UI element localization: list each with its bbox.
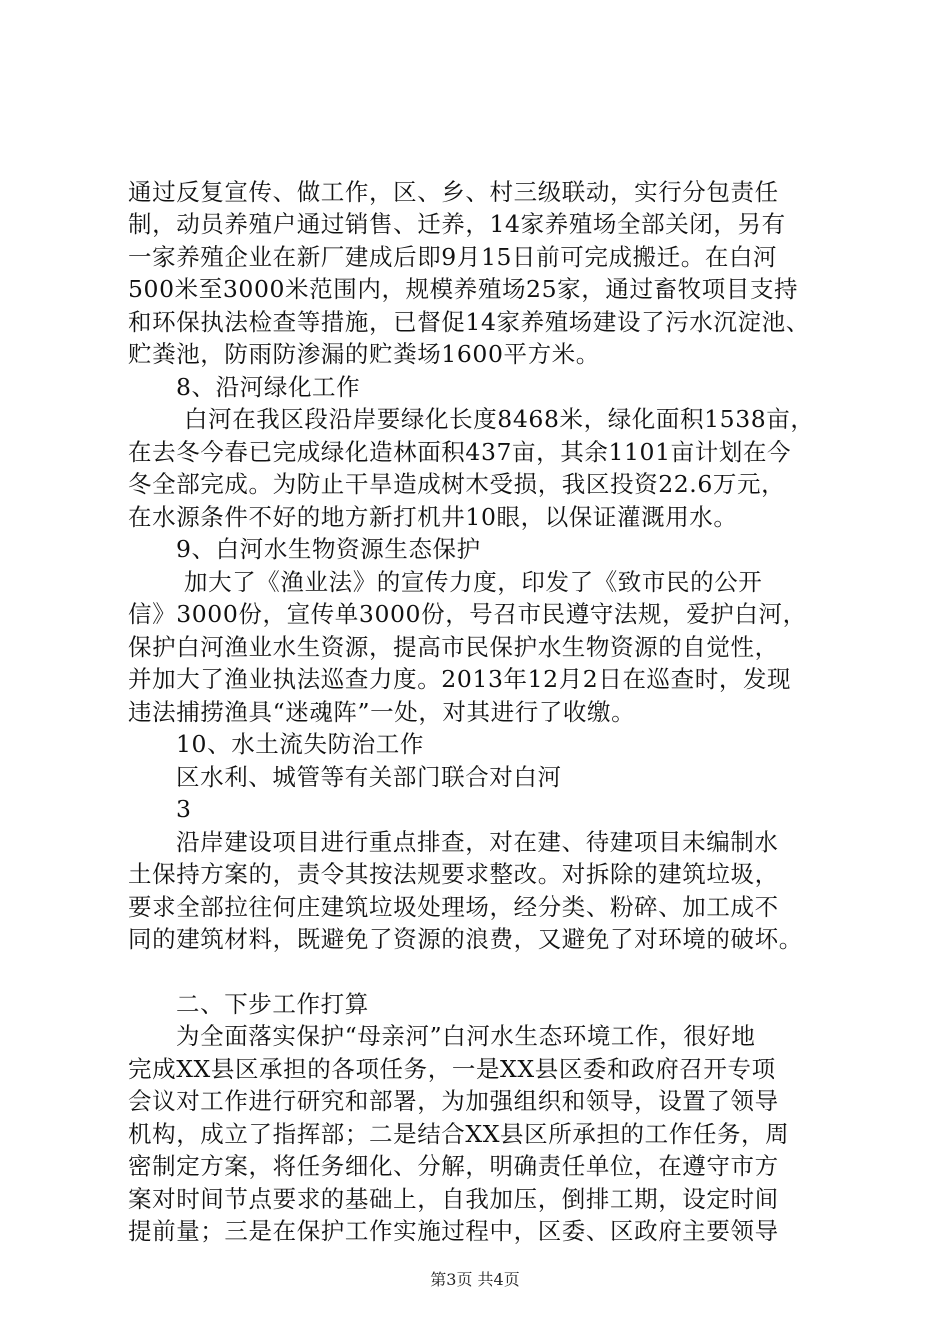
section-heading: 二、下步工作打算 [176, 990, 369, 1018]
text-line: 和环保执法检查等措施，已督促14家养殖场建设了污水沉淀池、 [128, 308, 810, 336]
text-line: 白河在我区段沿岸要绿化长度8468米，绿化面积1538亩， [184, 405, 815, 433]
text-line: 制，动员养殖户通过销售、迁养，14家养殖场全部关闭，另有 [128, 210, 786, 238]
text-line: 沿岸建设项目进行重点排查，对在建、待建项目未编制水 [176, 828, 779, 856]
text-line: 密制定方案，将任务细化、分解，明确责任单位，在遵守市方 [128, 1152, 779, 1180]
section-heading: 9、白河水生物资源生态保护 [176, 535, 481, 563]
text-line: 冬全部完成。为防止干旱造成树木受损，我区投资22.6万元， [128, 470, 786, 498]
text-line: 提前量；三是在保护工作实施过程中，区委、区政府主要领导 [128, 1217, 779, 1245]
text-line: 并加大了渔业执法巡查力度。2013年12月2日在巡查时，发现 [128, 665, 792, 693]
section-heading: 8、沿河绿化工作 [176, 373, 361, 401]
text-line: 同的建筑材料，既避免了资源的浪费，又避免了对环境的破坏。 [128, 925, 803, 953]
text-line: 会议对工作进行研究和部署，为加强组织和领导，设置了领导 [128, 1087, 779, 1115]
text-line: 土保持方案的，责令其按法规要求整改。对拆除的建筑垃圾， [128, 860, 779, 888]
text-line: 完成XX县区承担的各项任务，一是XX县区委和政府召开专项 [128, 1055, 776, 1083]
text-line: 保护白河渔业水生资源，提高市民保护水生物资源的自觉性， [128, 633, 779, 661]
text-line: 贮粪池，防雨防渗漏的贮粪场1600平方米。 [128, 340, 600, 368]
text-line: 3 [176, 795, 192, 823]
text-line: 500米至3000米范围内，规模养殖场25家，通过畜牧项目支持 [128, 275, 799, 303]
text-line: 违法捕捞渔具“迷魂阵”一处，对其进行了收缴。 [128, 698, 636, 726]
text-line: 一家养殖企业在新厂建成后即9月15日前可完成搬迁。在白河 [128, 243, 778, 271]
text-line: 在水源条件不好的地方新打机井10眼，以保证灌溉用水。 [128, 503, 738, 531]
text-line: 加大了《渔业法》的宣传力度，印发了《致市民的公开 [184, 568, 763, 596]
text-line: 区水利、城管等有关部门联合对白河 [176, 763, 562, 791]
section-heading: 10、水土流失防治工作 [176, 730, 425, 758]
text-line: 在去冬今春已完成绿化造林面积437亩，其余1101亩计划在今 [128, 438, 792, 466]
page-footer: 第3页 共4页 [430, 1270, 520, 1289]
text-line: 要求全部拉往何庄建筑垃圾处理场，经分类、粉碎、加工成不 [128, 893, 779, 921]
text-line: 为全面落实保护“母亲河”白河水生态环境工作，很好地 [176, 1022, 756, 1050]
text-line: 机构，成立了指挥部；二是结合XX县区所承担的工作任务，周 [128, 1120, 790, 1148]
text-line: 通过反复宣传、做工作，区、乡、村三级联动，实行分包责任 [128, 178, 779, 206]
text-line: 信》3000份，宣传单3000份，号召市民遵守法规，爱护白河， [128, 600, 807, 628]
text-line: 案对时间节点要求的基础上，自我加压，倒排工期，设定时间 [128, 1185, 779, 1213]
